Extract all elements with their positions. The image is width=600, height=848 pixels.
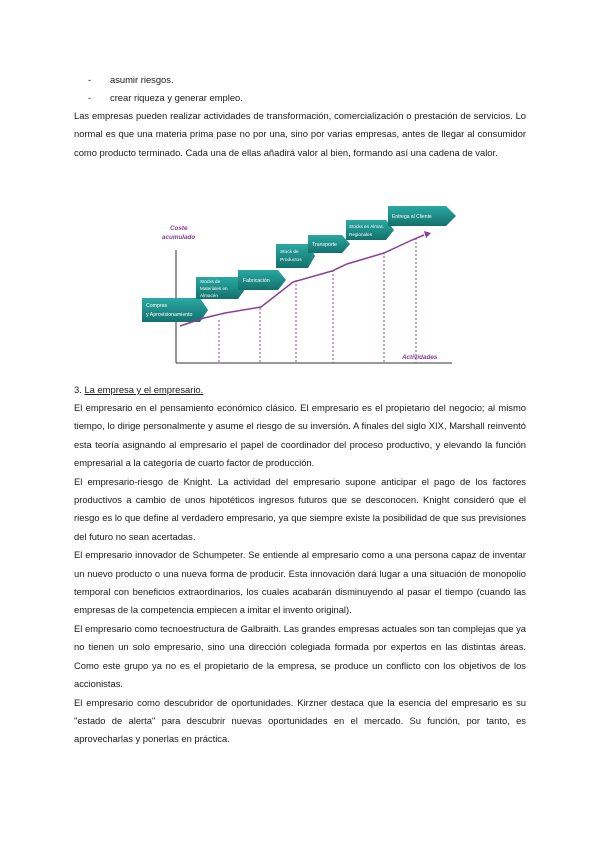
paragraph-galbraith: El empresario como tecnoestructura de Galbraith. Las grandes empresas actuales son tan complejas que ya no tienen un solo empresario, sino una dirección colegiada formada por expertos en las distintas áreas. Como este grupo ya no es el propietario de la empresa, se produce un conflicto con los objetivos de los accionistas. bbox=[74, 622, 526, 690]
guide-lines bbox=[219, 238, 416, 363]
paragraph-knight: El empresario-riesgo de Knight. La actividad del empresario supone anticipar el pago de los factores productivos a cambio de unos hipotéticos ingresos futuros que se desconocen. Knight consideró que el riesgo es lo que define al verdadero empresario, ya que siempre existe la posibilidad de que sus previsiones del futuro no sean acertadas. bbox=[74, 475, 526, 542]
step-label: y Aprovisionamiento bbox=[146, 312, 193, 318]
step-label: Stock de bbox=[280, 250, 299, 255]
bullet-item bbox=[88, 89, 528, 107]
paragraph-classical: El empresario en el pensamiento económico clásico. El empresario es el propietario del negocio; al mismo tiempo, lo dirige personalmente y asume el riesgo de su inversión. A finales del siglo XIX, Marshall reinventó esta teoría asignando al empresario el papel de coordinador del proceso productivo, y elevando la función empresarial a la categoría de cuarto factor de producción. bbox=[74, 402, 526, 469]
step-label: Fabricación bbox=[243, 278, 270, 284]
paragraph-schumpeter: El empresario innovador de Schumpeter. Se entiende al empresario como a una persona capaz de inventar un nuevo producto o una nueva forma de producir. Esta innovación dará lugar a una situación de monopolio temporal con beneficios extraordinarios, los cuales acabarán disminuyendo al pasar el tiempo (cuando las empresas de la competencia empiecen a imitar el invento original). bbox=[74, 549, 526, 616]
bullet-item bbox=[88, 71, 528, 89]
step-label: Compras bbox=[146, 303, 168, 309]
step-label: Stocks en Almac. bbox=[349, 224, 385, 229]
step-label: Almacén bbox=[200, 293, 218, 298]
step-label: Entrega al Cliente bbox=[392, 214, 432, 220]
intro-paragraph: Las empresas pueden realizar actividades de transformación, comercialización o prestación de servicios. Lo normal es que una materia prima pase no por una, sino por varias empresas, antes de llegar al consumidor como producto terminado. Cada una de ellas añadirá valor al bien, formando así una cadena de valor. bbox=[74, 110, 526, 158]
step-shape bbox=[142, 298, 208, 322]
y-axis-label: Coste bbox=[170, 225, 188, 232]
value-chain-diagram bbox=[140, 200, 470, 375]
bullet-dash: - bbox=[88, 74, 92, 85]
step-shape bbox=[346, 220, 394, 240]
section-body bbox=[74, 399, 526, 749]
x-axis-label: Actividades bbox=[402, 354, 438, 361]
step-label: Regionales bbox=[349, 232, 372, 237]
bullet-text: crear riqueza y generar empleo. bbox=[110, 92, 243, 104]
step-label: Stocks de bbox=[200, 279, 221, 284]
step-stocks-regionales bbox=[346, 220, 394, 240]
bullet-text: asumir riesgos. bbox=[110, 74, 174, 85]
curve-arrowhead bbox=[424, 231, 431, 238]
value-chain-figure bbox=[140, 200, 470, 375]
section-number: 3. bbox=[74, 384, 82, 395]
step-compras bbox=[142, 298, 208, 322]
bullet-list bbox=[88, 71, 528, 108]
step-label: Productos bbox=[280, 258, 302, 263]
step-transporte bbox=[308, 235, 350, 253]
bullet-dash: - bbox=[88, 92, 92, 104]
step-label: Transporte bbox=[312, 242, 337, 248]
paragraph-kirzner: El empresario como descubridor de oportunidades. Kirzner destaca que la esencia del empresario es su "estado de alerta" para descubrir nuevas oportunidades en el mercado. Su función, por tanto, es aprovecharlas y ponerlas en práctica. bbox=[74, 696, 526, 745]
step-label: Materiales en bbox=[200, 286, 228, 291]
step-entrega-cliente bbox=[388, 206, 456, 226]
section-title: La empresa y el empresario. bbox=[84, 384, 204, 395]
step-fabricacion bbox=[238, 270, 286, 290]
section-heading bbox=[74, 381, 526, 399]
y-axis-label: acumulado bbox=[162, 234, 196, 241]
